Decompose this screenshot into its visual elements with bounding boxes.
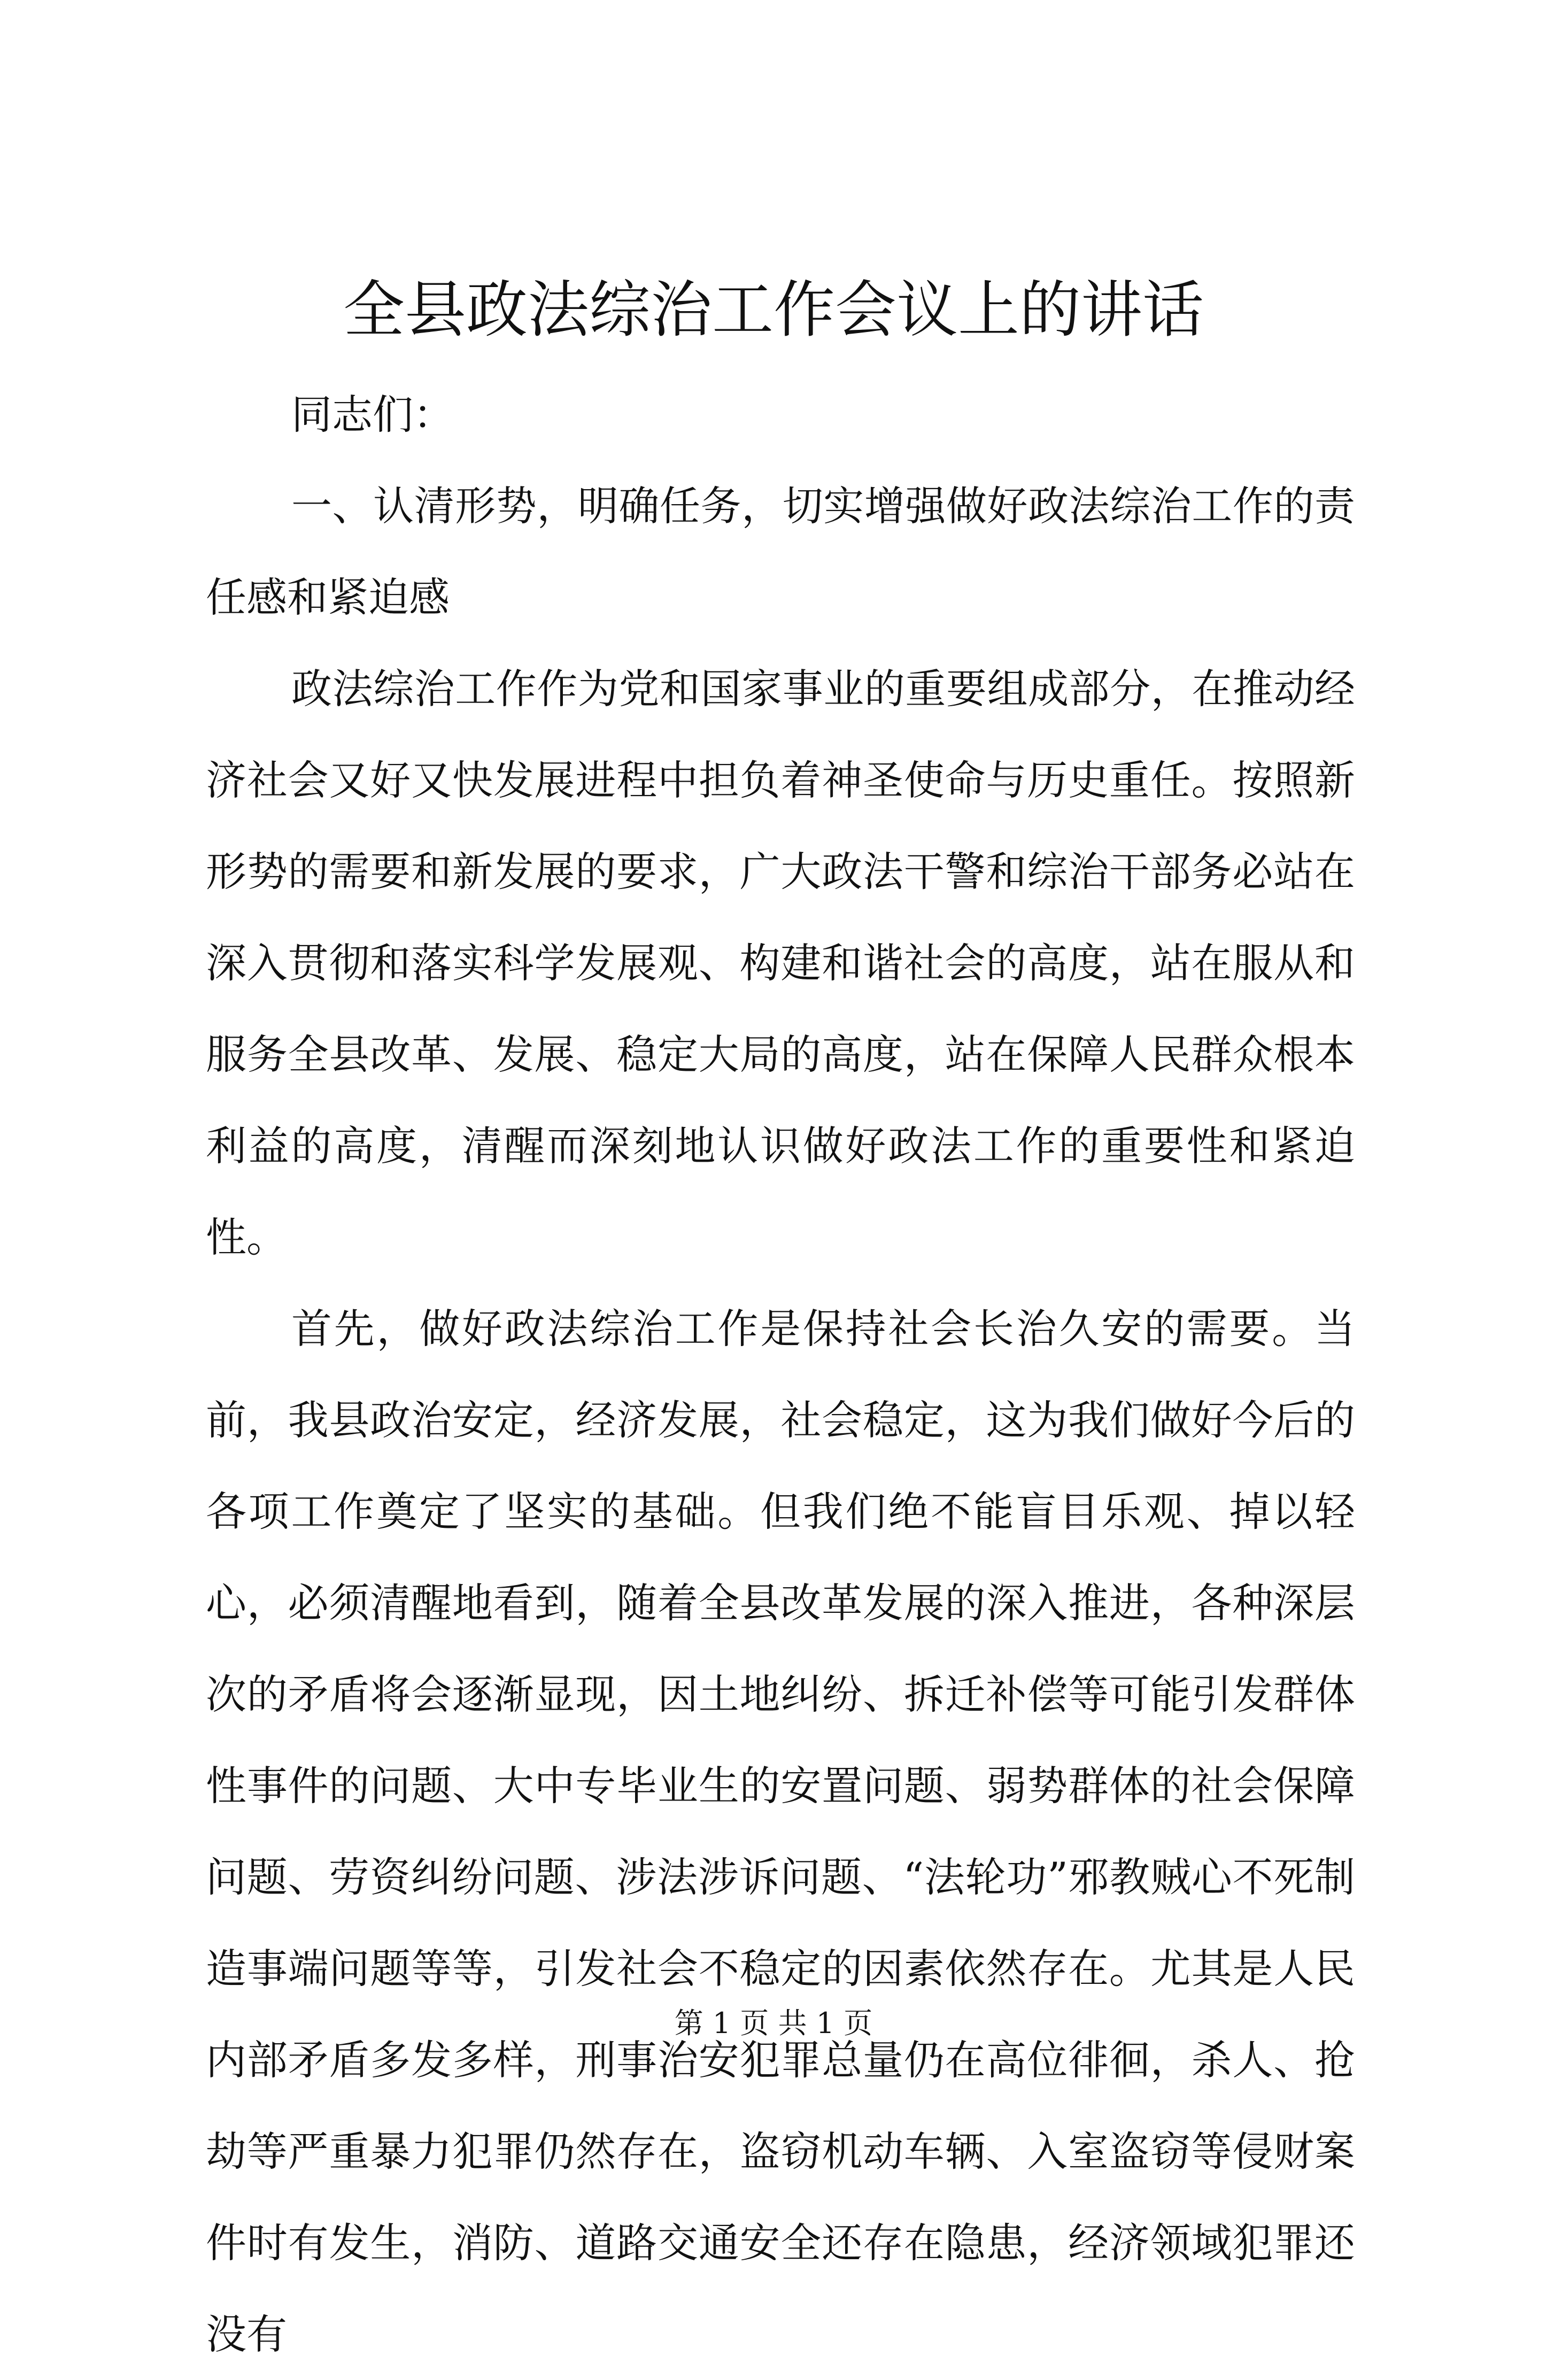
- salutation: 同志们：: [291, 391, 454, 438]
- body-paragraph: 首先，做好政法综治工作是保持社会长治久安的需要。当前，我县政治安定，经济发展，社会稳定，这为我们做好今后的各项工作奠定了坚实的基础。但我们绝不能盲目乐观、掉以轻心，必须清醒地看到，随着全县改革发展的深入推进，各种深层次的矛盾将会逐渐显现，因土地纠纷、拆迁补偿等可能引发群体性事件的问题、大中专毕业生的安置问题、弱势群体的社会保障问题、劳资纠纷问题、涉法涉诉问题、“法轮功”邪教贼心不死制造事端问题等等，引发社会不稳定的因素依然存在。尤其是人民内部矛盾多发多样，刑事治安犯罪总量仍在高位徘徊，杀人、抢劫等严重暴力犯罪仍然存在，盗窃机动车辆、入室盗窃等侵财案件时有发生，消防、道路交通安全还存在隐患，经济领域犯罪还没有: [206, 1305, 1355, 2358]
- page-footer: 第 1 页 共 1 页: [674, 2006, 873, 2040]
- body-paragraph: 政法综治工作作为党和国家事业的重要组成部分，在推动经济社会又好又快发展进程中担负着神圣使命与历史重任。按照新形势的需要和新发展的要求，广大政法干警和综治干部务必站在深入贯彻和落实科学发展观、构建和谐社会的高度，站在服从和服务全县改革、发展、稳定大局的高度，站在保障人民群众根本利益的高度，清醒而深刻地认识做好政法工作的重要性和紧迫性。: [206, 665, 1355, 1261]
- document-title: 全县政法综治工作会议上的讲话: [343, 274, 1204, 346]
- section-heading: 一、认清形势，明确任务，切实增强做好政法综治工作的责任感和紧迫感: [206, 482, 1355, 621]
- document-body: [206, 369, 1355, 2380]
